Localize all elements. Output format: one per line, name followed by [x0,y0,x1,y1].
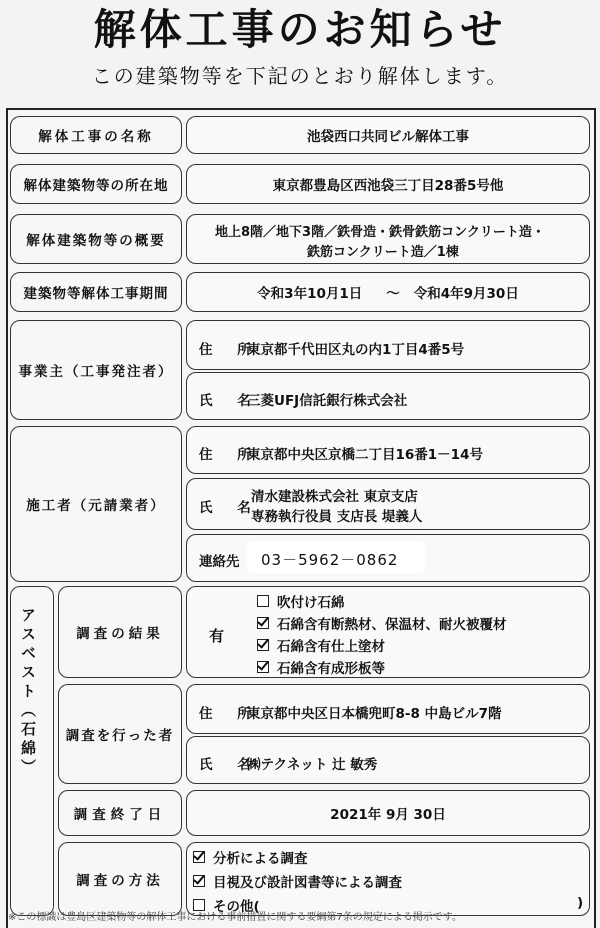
owner-name-key: 氏 名 [199,393,261,409]
survey-item-2-text: 石綿含有断熱材、保温材、耐火被覆材 [277,617,507,633]
label-owner: 事業主（工事発注者） [10,320,182,420]
checkbox-2[interactable] [257,617,269,629]
surveyor-address-key: 住 所 [199,706,261,722]
surveyor-name-cell [186,736,590,784]
method-cell [186,842,590,916]
contractor-contact-key: 連絡先 [199,554,240,570]
owner-name-cell [186,372,590,420]
owner-address-cell [186,320,590,370]
period-separator: ～ [386,286,400,302]
survey-item-3 [257,635,385,655]
survey-item-1-text: 吹付け石綿 [277,595,345,611]
contractor-address-row [199,443,483,463]
label-asbestos [8,607,48,831]
method-checkbox-2[interactable] [193,875,205,887]
label-contractor: 施工者（元請業者） [10,426,182,582]
footnote: ※この標識は豊島区建築物等の解体工事における事前措置に関する要綱第7条の規定による掲示です。 [8,912,462,922]
value-overview [186,214,590,264]
contractor-name-line-2: 専務執行役員 支店長 堤義人 [251,509,423,525]
contractor-name-line-1: 清水建設株式会社 東京支店 [251,489,418,505]
surveyor-address: 東京都中央区日本橋兜町8-8 中島ビル7階 [247,706,502,722]
value-work-name: 池袋西口共同ビル解体工事 [186,116,590,154]
end-date-value: 2021年 9月 30日 [186,790,590,836]
asbestos-label-text: アスベスト（石綿） [19,607,37,778]
overview-line-2: 鉄筋コンクリート造／1棟 [307,245,459,260]
survey-answer: 有 [209,627,225,645]
value-period [186,272,590,312]
label-end-date: 調査終了日 [58,790,182,836]
checkbox-1[interactable] [257,595,269,607]
contractor-address-cell [186,426,590,474]
owner-address-row [199,338,464,358]
surveyor-name-key: 氏 名 [199,757,261,773]
method-item-2 [193,871,402,891]
method-item-3-text: その他( [213,899,260,915]
contractor-phone[interactable]: 03－5962－0862 [261,551,399,569]
label-method: 調査の方法 [58,842,182,916]
label-overview: 解体建築物等の概要 [10,214,182,264]
method-checkbox-1[interactable] [193,851,205,863]
contractor-name-key: 氏 名 [199,500,261,516]
period-end: 令和4年9月30日 [413,286,519,302]
page-subtitle: この建築物等を下記のとおり解体します。 [91,64,509,88]
contractor-contact-cell [186,534,590,582]
label-period: 建築物等解体工事期間 [10,272,182,312]
survey-result-cell [186,586,590,678]
survey-item-4 [257,657,385,677]
owner-address-key: 住 所 [199,342,261,358]
survey-item-2 [257,613,507,633]
surveyor-address-cell [186,684,590,734]
survey-item-3-text: 石綿含有仕上塗材 [277,639,385,655]
label-surveyor: 調査を行った者 [58,684,182,784]
contractor-address: 東京都中央区京橋二丁目16番1－14号 [247,447,483,463]
checkbox-3[interactable] [257,639,269,651]
method-item-2-text: 目視及び設計図書等による調査 [213,875,402,891]
value-location: 東京都豊島区西池袋三丁目28番5号他 [186,164,590,204]
owner-name-row [199,389,407,409]
label-work-name: 解体工事の名称 [10,116,182,154]
contractor-name-cell [186,478,590,530]
method-item-1-text: 分析による調査 [213,851,308,867]
survey-item-1 [257,591,345,611]
contractor-address-key: 住 所 [199,447,261,463]
method-close-paren: ) [577,895,584,911]
owner-name: 三菱UFJ信託銀行株式会社 [247,393,408,409]
contractor-name-key-row [199,496,261,516]
page-title: 解体工事のお知らせ [93,5,507,54]
overview-line-1: 地上8階／地下3階／鉄骨造・鉄骨鉄筋コンクリート造・ [215,225,545,240]
checkbox-4[interactable] [257,661,269,673]
owner-address: 東京都千代田区丸の内1丁目4番5号 [247,342,465,358]
method-item-1 [193,847,308,867]
label-survey-result: 調査の結果 [58,586,182,678]
surveyor-address-row [199,702,501,722]
surveyor-name: ㈱テクネット 辻 敏秀 [247,757,378,773]
period-start: 令和3年10月1日 [257,286,363,302]
survey-item-4-text: 石綿含有成形板等 [277,661,385,677]
label-location: 解体建築物等の所在地 [10,164,182,204]
surveyor-name-row [199,753,377,773]
